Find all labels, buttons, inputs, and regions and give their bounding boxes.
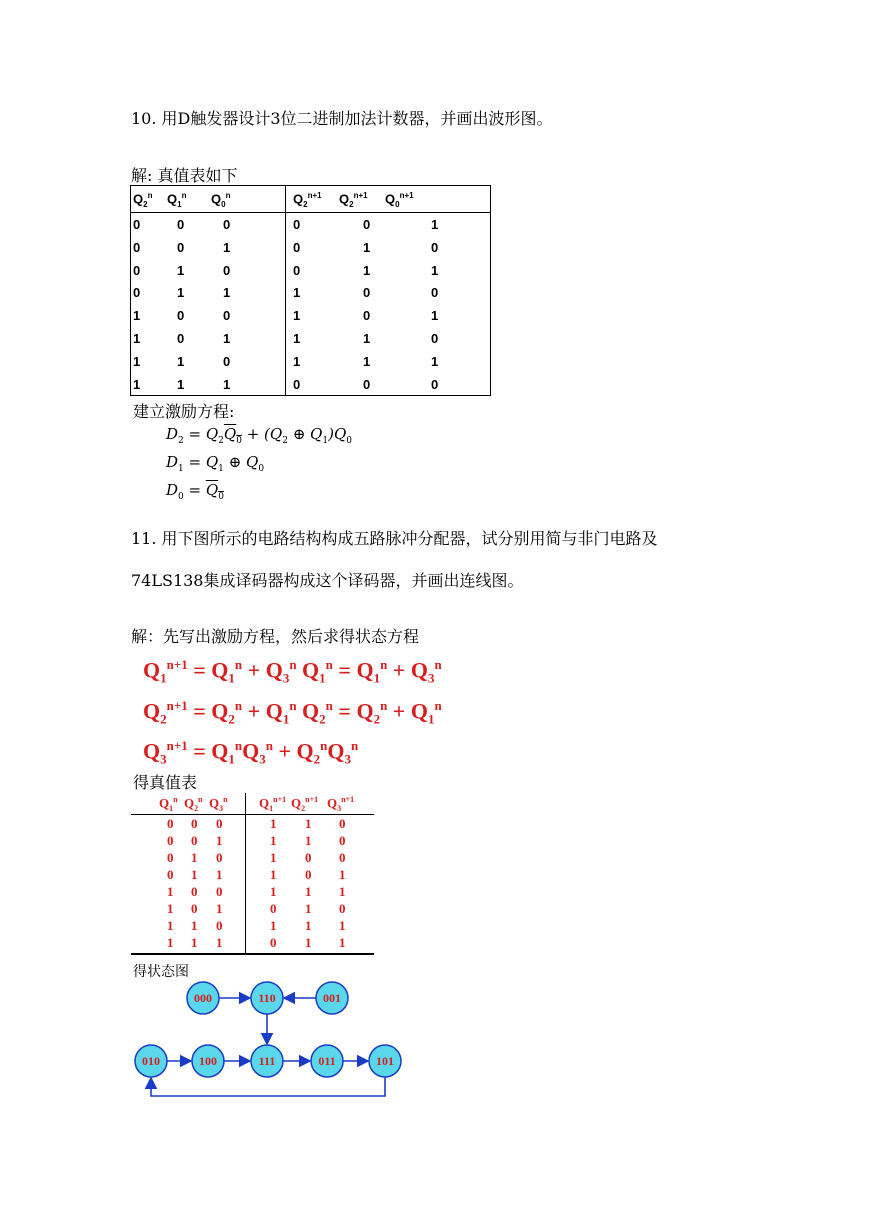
question-10-text: 10. 用D触发器设计3位二进制加法计数器，并画出波形图。 (131, 109, 553, 128)
table2-cell: 0 (216, 884, 223, 899)
header-t2l-2: $Q_3^n$ (209, 795, 228, 813)
table2-cell: 1 (270, 884, 277, 899)
table2-cell: 1 (216, 867, 223, 882)
table1-cell: 1 (431, 308, 439, 324)
table1-cell: 1 (363, 262, 371, 278)
table1-cell: 1 (223, 239, 231, 255)
header-t1l-2: $Q_0^n$ (211, 191, 231, 209)
table1-cell: 1 (293, 353, 301, 369)
table1-cell: 1 (133, 331, 141, 346)
state-node-001 (316, 982, 348, 1014)
table2-cell: 1 (305, 833, 312, 848)
equation-d2: $D_2 = Q_2Q_0 + (Q_2$ ⊕ $Q_1)Q_0$ (166, 425, 352, 446)
table1-cell: 1 (133, 308, 141, 324)
table1-cell: 1 (133, 376, 141, 392)
table1-cell: 0 (431, 239, 439, 255)
state-node-010 (135, 1045, 167, 1077)
table1-cell: 1 (177, 285, 185, 301)
state-label: 100 (199, 1054, 217, 1068)
table2-cell: 0 (167, 816, 174, 831)
table1-cell: 1 (223, 285, 231, 301)
header-t1l-0: $Q_2^n$ (133, 191, 153, 209)
table1-cell: 0 (431, 331, 439, 346)
question-11-text-line1: 11. 用下图所示的电路结构构成五路脉冲分配器，试分别用简与非门电路及 (131, 529, 658, 548)
header-t2l-1: $Q_2^n$ (184, 795, 203, 813)
table1-cell: 1 (431, 217, 439, 232)
table2-cell: 0 (216, 850, 223, 865)
table1-cell: 0 (293, 217, 301, 232)
table2-cell: 1 (191, 935, 198, 950)
table1-cell: 1 (431, 262, 439, 278)
table2-cell: 1 (305, 901, 312, 916)
table1-cell: 0 (363, 376, 371, 392)
table2-cell: 1 (305, 935, 312, 950)
equation-d1: $D_1 = Q_1$ ⊕ $Q_0$ (166, 453, 265, 474)
state-node-101 (369, 1045, 401, 1077)
header-t1r-0: $Q_2^{n+1}$ (293, 191, 322, 209)
table1-cell: 1 (133, 353, 141, 369)
table2-cell: 1 (270, 833, 277, 848)
table2-cell: 1 (167, 918, 174, 933)
table1-cell: 0 (223, 353, 231, 369)
state-label: 011 (318, 1054, 336, 1068)
table1-cell: 0 (133, 239, 141, 255)
question-11-text-line2: 74LS138集成译码器构成这个译码器，并画出连线图。 (131, 571, 524, 590)
header-t2r-0: $Q_1^{n+1}$ (259, 795, 287, 813)
state-label: 001 (323, 991, 341, 1005)
table2-cell: 0 (216, 918, 223, 933)
table2-cell: 1 (216, 833, 223, 848)
header-t1l-1: $Q_1^n$ (167, 191, 187, 209)
table2-cell: 0 (305, 850, 312, 865)
state-diagram (130, 978, 420, 1103)
table2-cell: 0 (339, 833, 346, 848)
table2-cell: 0 (167, 850, 174, 865)
equation-d0: $D_0 = Q_0$ (166, 481, 224, 502)
table1-cell: 0 (177, 217, 185, 232)
table2-cell: 0 (191, 833, 198, 848)
table2-cell: 1 (167, 935, 174, 950)
table2-cell: 1 (270, 850, 277, 865)
table1-cell: 1 (177, 376, 185, 392)
header-t1r-2: $Q_0^{n+1}$ (385, 191, 414, 209)
table1-cell: 1 (177, 353, 185, 369)
table2-cell: 1 (305, 884, 312, 899)
table1-cell: 0 (363, 285, 371, 301)
table1-cell: 1 (363, 239, 371, 255)
table2-cell: 1 (339, 918, 346, 933)
table2-cell: 0 (167, 833, 174, 848)
table1-cell: 1 (223, 331, 231, 346)
state-equation-q2: $Q_2^{n+1} = Q_2^n + Q_1^n$ $Q_2^n = Q_2^n + Q_1^n$ (143, 698, 442, 727)
table1-cell: 1 (293, 331, 301, 346)
state-label: 111 (258, 1054, 276, 1068)
state-label: 010 (142, 1054, 160, 1068)
table2-cell: 1 (191, 918, 198, 933)
q11-truth-table (131, 793, 374, 956)
table2-cell: 1 (339, 867, 346, 882)
table2-cell: 0 (270, 935, 277, 950)
q10-excitation-label: 建立激励方程: (133, 402, 235, 421)
table2-cell: 1 (167, 884, 174, 899)
q10-truth-table (130, 185, 491, 396)
table2-cell: 1 (191, 867, 198, 882)
table1-cell: 1 (363, 353, 371, 369)
state-equation-q3: $Q_3^{n+1} = Q_1^nQ_3^n + Q_2^nQ_3^n$ (143, 738, 359, 767)
table1-cell: 0 (133, 217, 141, 232)
state-label: 110 (258, 991, 276, 1005)
table2-cell: 0 (216, 816, 223, 831)
state-node-111 (251, 1045, 283, 1077)
table1-cell: 0 (177, 331, 185, 346)
table2-cell: 1 (270, 918, 277, 933)
table2-cell: 1 (305, 918, 312, 933)
table2-cell: 1 (216, 935, 223, 950)
state-equation-q1: $Q_1^{n+1} = Q_1^n + Q_3^n$ $Q_1^n = Q_1^n + Q_3^n$ (143, 657, 442, 686)
state-label: 101 (376, 1054, 394, 1068)
table1-cell: 1 (177, 262, 185, 278)
state-node-100 (192, 1045, 224, 1077)
table1-cell: 0 (293, 239, 301, 255)
edge-101-010 (151, 1077, 385, 1096)
table1-cell: 1 (223, 376, 231, 392)
table2-cell: 0 (167, 867, 174, 882)
q11-state-label: 得状态图 (133, 964, 189, 980)
header-t1r-1: $Q_2^{n+1}$ (339, 191, 368, 209)
header-t2r-2: $Q_3^{n+1}$ (327, 795, 355, 813)
table2-cell: 1 (305, 816, 312, 831)
table1-cell: 0 (363, 308, 371, 324)
table2-cell: 1 (339, 935, 346, 950)
table1-cell: 0 (177, 308, 185, 324)
q11-truth-label: 得真值表 (133, 773, 198, 792)
table2-cell: 1 (167, 901, 174, 916)
table1-cell: 0 (133, 262, 141, 278)
table2-cell: 0 (339, 901, 346, 916)
state-node-110 (251, 982, 283, 1014)
q10-solution-label: 解: 真值表如下 (131, 166, 238, 185)
table2-cell: 1 (270, 867, 277, 882)
state-node-011 (311, 1045, 343, 1077)
table1-cell: 0 (363, 217, 371, 232)
table1-cell: 0 (133, 285, 141, 301)
table2-cell: 0 (191, 816, 198, 831)
q11-solution-label: 解：先写出激励方程，然后求得状态方程 (131, 627, 420, 646)
table1-cell: 0 (431, 376, 439, 392)
table1-cell: 1 (293, 285, 301, 301)
table2-cell: 1 (270, 816, 277, 831)
table2-cell: 0 (305, 867, 312, 882)
header-t2r-1: $Q_2^{n+1}$ (291, 795, 319, 813)
table1-cell: 0 (223, 308, 231, 324)
table1-cell: 1 (293, 308, 301, 324)
table1-cell: 0 (223, 217, 231, 232)
table2-cell: 0 (191, 901, 198, 916)
table1-cell: 1 (431, 353, 439, 369)
table1-cell: 1 (363, 331, 371, 346)
table1-cell: 0 (431, 285, 439, 301)
table2-cell: 1 (216, 901, 223, 916)
table1-cell: 0 (293, 376, 301, 392)
table2-cell: 1 (191, 850, 198, 865)
table2-cell: 0 (339, 816, 346, 831)
state-node-000 (187, 982, 219, 1014)
table2-cell: 1 (339, 884, 346, 899)
state-label: 000 (194, 991, 212, 1005)
table2-cell: 0 (270, 901, 277, 916)
table1-cell: 0 (177, 239, 185, 255)
table1-cell: 0 (223, 262, 231, 278)
table2-cell: 0 (191, 884, 198, 899)
table1-cell: 0 (293, 262, 301, 278)
header-t2l-0: $Q_1^n$ (159, 795, 178, 813)
table2-cell: 0 (339, 850, 346, 865)
